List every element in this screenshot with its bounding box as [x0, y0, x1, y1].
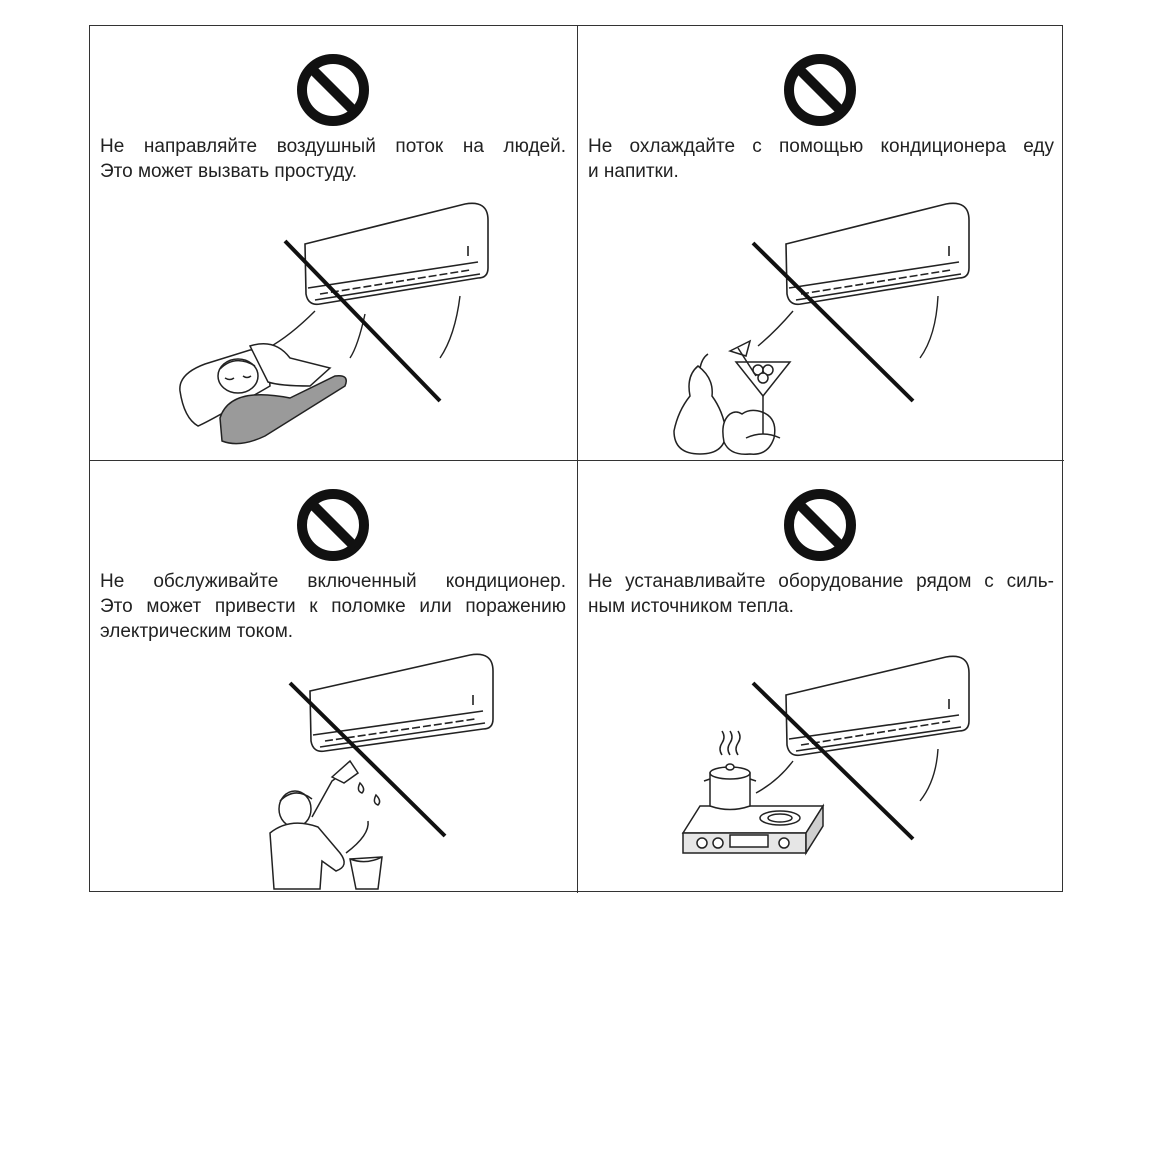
sleeping-person-illustration: [150, 186, 570, 456]
warnings-grid: [89, 25, 1063, 892]
sleeping-person-icon: [180, 344, 346, 444]
heat-source-illustration: [638, 621, 1058, 891]
food-drink-icon: [674, 341, 790, 454]
prohibition-icon: [782, 52, 858, 128]
prohibition-icon: [782, 487, 858, 563]
panel-cool-food: [577, 26, 1064, 460]
prohibition-icon: [295, 487, 371, 563]
panel-service-powered: [90, 460, 577, 893]
warning-line: Это может привести к поломке или поражению: [100, 596, 566, 617]
air-conditioner-icon: [786, 203, 969, 304]
person-servicing-icon: [270, 761, 382, 889]
panel-heat-source: [577, 460, 1064, 893]
warning-line: Не обслуживайте включенный кондиционер.: [100, 571, 566, 592]
warning-line: Не устанавливайте оборудование рядом с силь-: [588, 571, 1054, 592]
warning-line: электрическим током.: [100, 621, 294, 642]
prohibition-icon: [295, 52, 371, 128]
warning-line: Это может вызвать простуду.: [100, 161, 358, 182]
food-drink-illustration: [638, 186, 1058, 456]
air-flow-lines: [268, 296, 460, 358]
warning-line: и напитки.: [588, 161, 679, 182]
warning-line: Не направляйте воздушный поток на людей.: [100, 136, 566, 157]
air-conditioner-icon: [310, 654, 493, 751]
warning-text: [588, 134, 1054, 184]
air-flow-lines: [758, 296, 938, 358]
warning-text: [100, 134, 566, 184]
warning-line: ным источником тепла.: [588, 596, 794, 617]
warning-text: [588, 569, 1054, 619]
warning-line: Не охлаждайте с помощью кондиционера еду: [588, 136, 1054, 157]
panel-air-flow-people: [90, 26, 577, 460]
service-person-illustration: [150, 621, 570, 891]
